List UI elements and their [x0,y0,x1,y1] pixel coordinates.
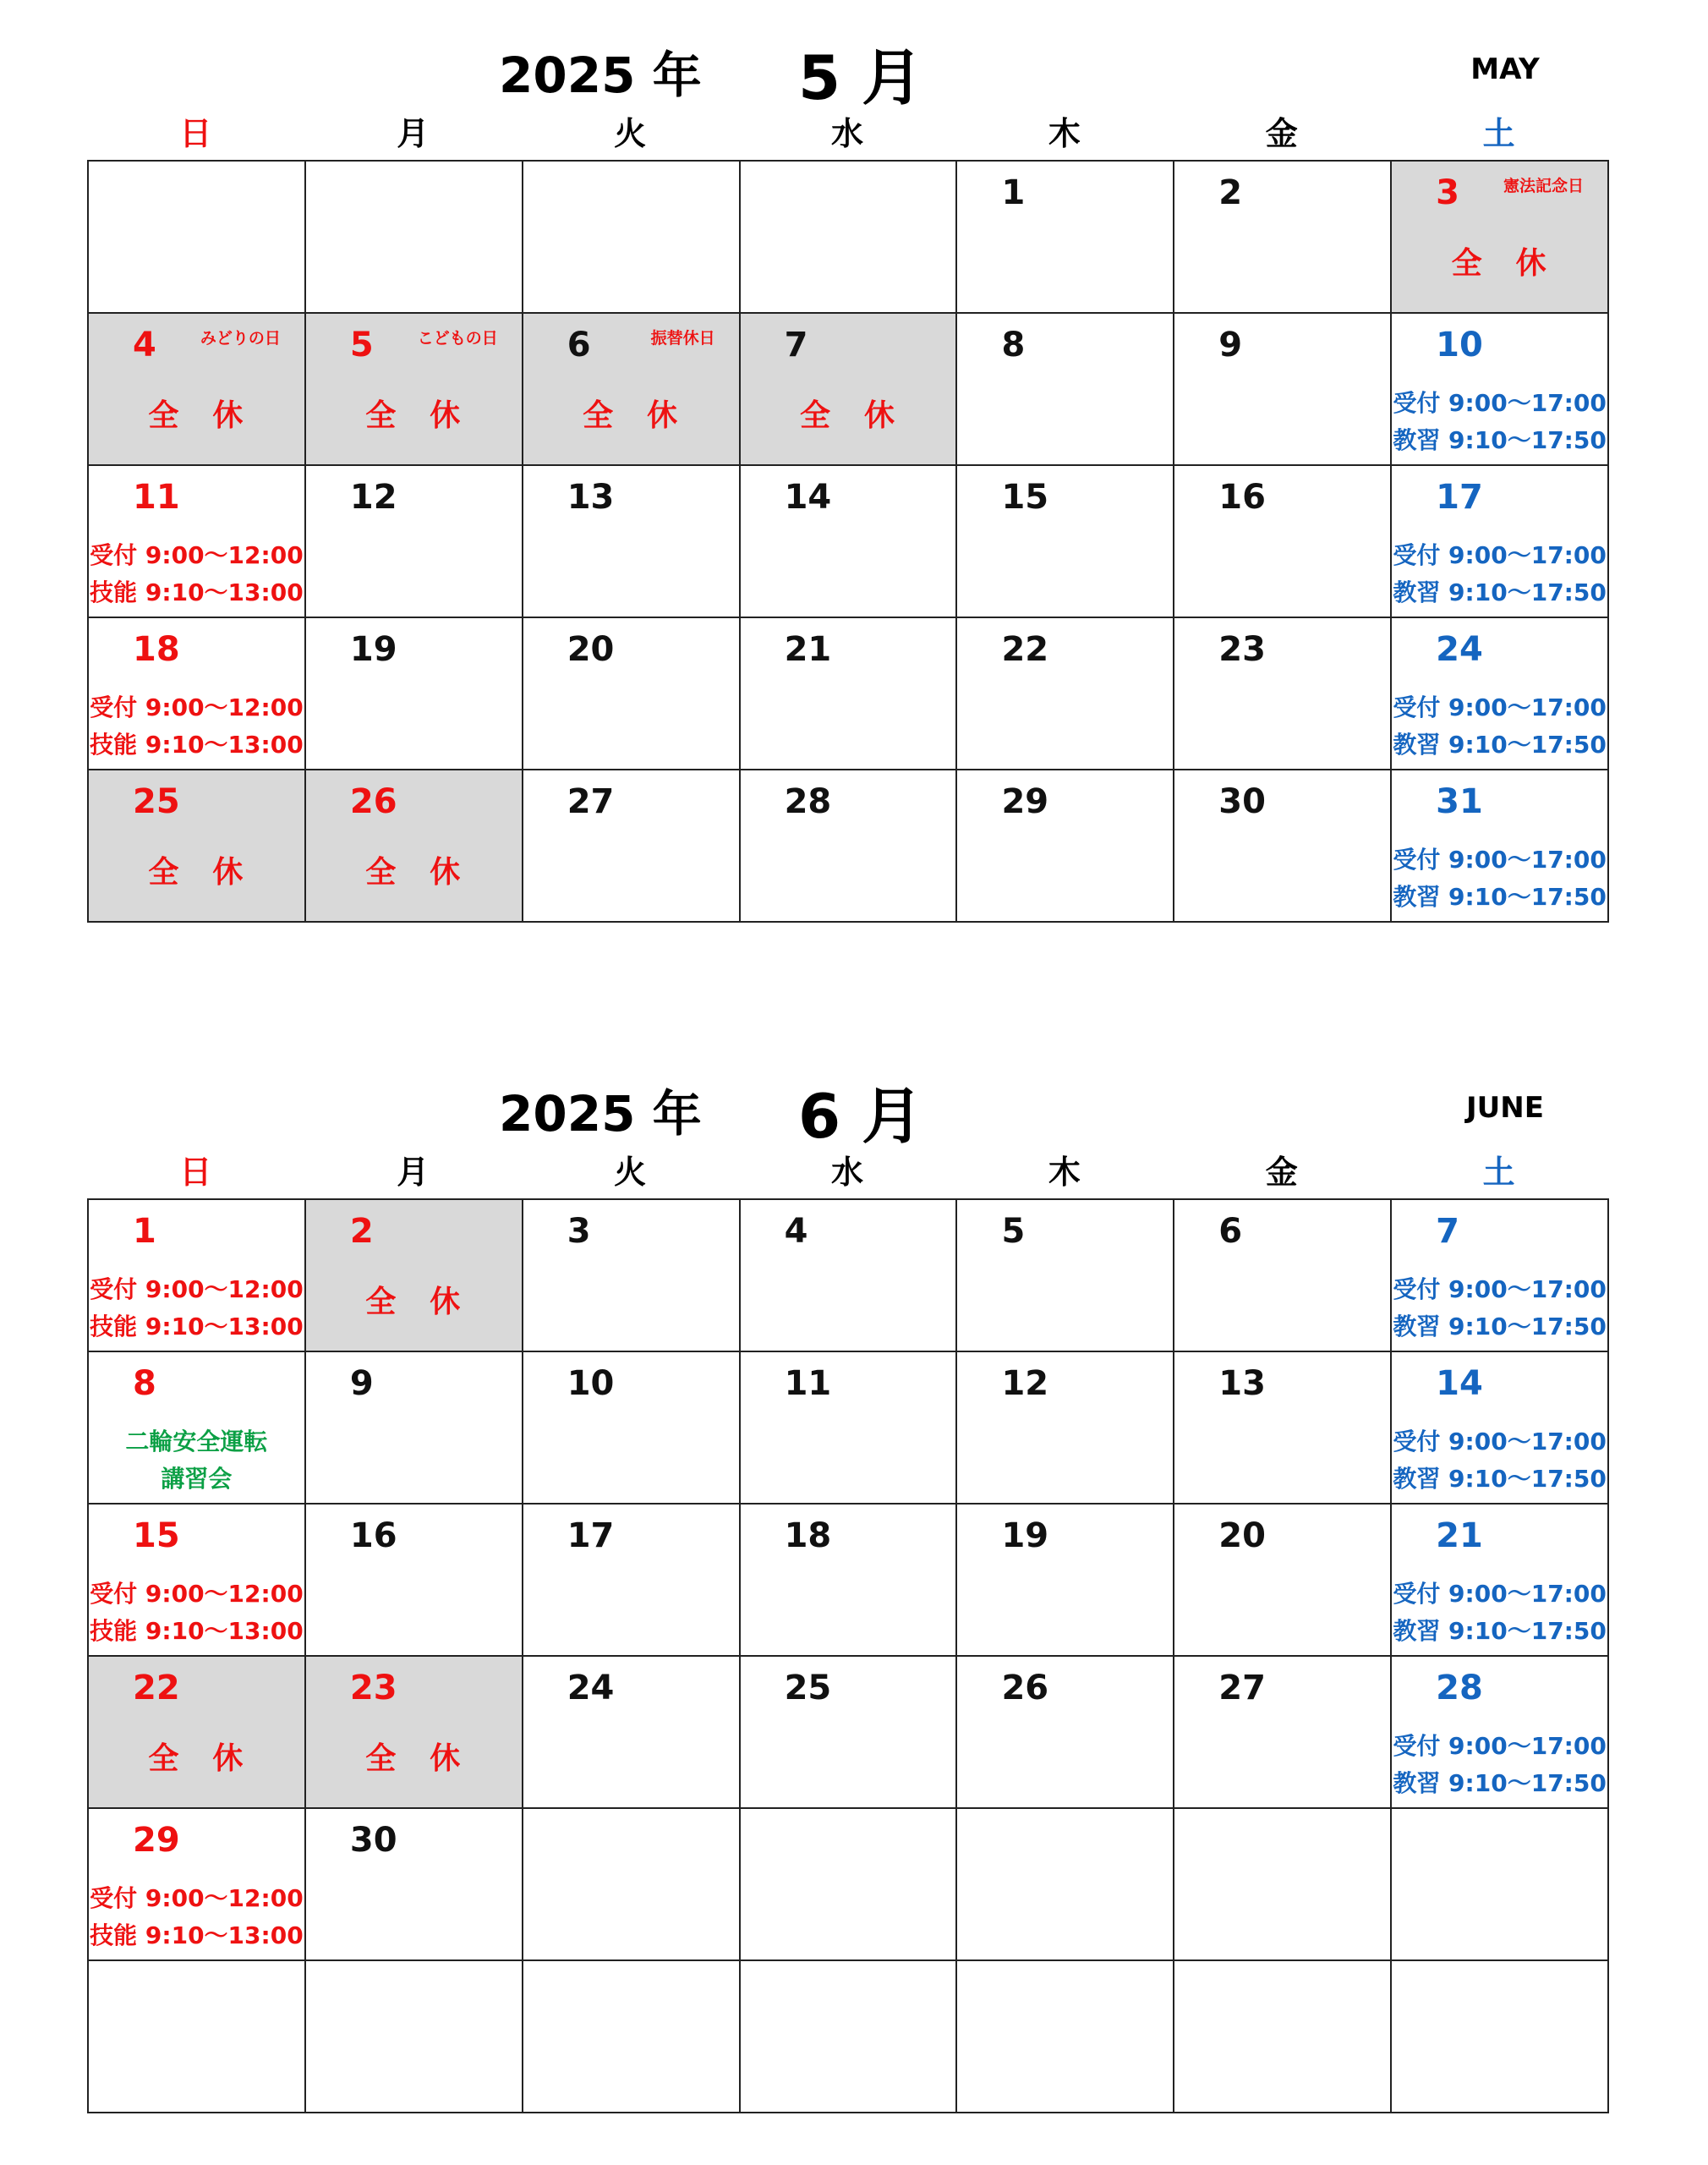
day-number: 24 [567,1669,615,1707]
week-row [89,162,1609,314]
day-number: 27 [1218,1669,1266,1707]
day-number: 16 [349,1516,397,1555]
day-cell [306,1657,523,1809]
empty-day-cell [523,1809,741,1961]
day-number: 10 [1436,326,1483,364]
hours-line: 受付 9:00～17:00 [1393,693,1607,721]
day-number: 3 [567,1212,591,1251]
day-number: 14 [1436,1364,1483,1403]
day-cell [957,770,1174,923]
day-number: 5 [1001,1212,1026,1251]
day-number: 10 [567,1364,615,1403]
day-number: 30 [349,1821,397,1860]
hours-line: 受付 9:00～12:00 [90,1580,304,1608]
day-cell [1392,466,1609,618]
day-number: 7 [784,326,808,364]
closed-label: 全 休 [365,1741,463,1776]
day-number: 3 [1436,173,1459,212]
day-number: 16 [1218,478,1266,517]
empty-day-cell [1392,1809,1609,1961]
day-cell [523,1505,741,1657]
day-number: 19 [1001,1516,1049,1555]
day-number: 23 [349,1669,397,1707]
weekday-header [87,108,1607,159]
week-row [89,1657,1609,1809]
day-cell [957,1657,1174,1809]
day-number: 28 [784,782,832,821]
empty-day-cell [306,1961,523,2113]
day-number: 17 [1436,478,1483,517]
hours-line: 受付 9:00～17:00 [1393,1732,1607,1760]
day-cell [1174,1657,1392,1809]
hours-line: 受付 9:00～17:00 [1393,1580,1607,1608]
year-label: 2025 年 [499,1085,702,1143]
day-cell [741,618,958,770]
hours-line: 教習 9:10～17:50 [1393,1465,1607,1493]
day-number: 18 [133,630,180,669]
empty-day-cell [741,162,958,314]
hours-line: 技能 9:10～13:00 [90,1921,304,1949]
day-number: 2 [349,1212,374,1251]
day-cell [89,1200,306,1352]
day-cell [523,1352,741,1505]
day-number: 1 [133,1212,156,1251]
day-number: 25 [133,782,180,821]
day-number: 12 [1001,1364,1049,1403]
day-cell [741,1505,958,1657]
empty-day-cell [89,162,306,314]
weekday-sunday: 日 [179,1154,212,1191]
day-cell [306,1352,523,1505]
hours-line: 教習 9:10～17:50 [1393,731,1607,759]
hours-line: 技能 9:10～13:00 [90,578,304,606]
day-cell [306,1200,523,1352]
day-cell [523,770,741,923]
week-row [89,314,1609,466]
day-cell [1174,1352,1392,1505]
closed-label: 全 休 [1451,246,1548,281]
hours-line: 受付 9:00～12:00 [90,693,304,721]
day-number: 19 [349,630,397,669]
weekday-header [87,1147,1607,1198]
day-number: 31 [1436,782,1483,821]
empty-day-cell [89,1961,306,2113]
day-cell [1174,618,1392,770]
day-cell [1392,770,1609,923]
day-number: 15 [133,1516,180,1555]
hours-line: 教習 9:10～17:50 [1393,578,1607,606]
week-row [89,1352,1609,1505]
day-number: 13 [1218,1364,1266,1403]
event-line: 二輪安全運転 [125,1428,268,1455]
closed-label: 全 休 [365,855,463,890]
day-cell [1392,1200,1609,1352]
empty-day-cell [741,1961,958,2113]
day-number: 1 [1001,173,1026,212]
month-label: 5 月 [798,42,923,113]
week-row [89,466,1609,618]
day-cell [523,618,741,770]
day-number: 4 [784,1212,808,1251]
hours-info [1392,385,1607,459]
day-cell [1174,1505,1392,1657]
day-cell [957,1505,1174,1657]
day-number: 20 [567,630,615,669]
calendar-grid [87,1198,1609,2113]
day-cell [741,1657,958,1809]
closed-label: 全 休 [365,398,463,433]
closed-label: 全 休 [365,1285,463,1319]
day-cell [306,618,523,770]
hours-info [89,1576,304,1650]
day-cell [1174,314,1392,466]
hours-info [1392,1728,1607,1802]
weekday-saturday: 土 [1482,1154,1515,1191]
hours-info [89,689,304,764]
day-cell [306,1809,523,1961]
day-number: 15 [1001,478,1049,517]
day-cell [306,770,523,923]
hours-line: 受付 9:00～12:00 [90,1275,304,1303]
empty-day-cell [1392,1961,1609,2113]
week-row [89,618,1609,770]
day-number: 30 [1218,782,1266,821]
day-number: 13 [567,478,615,517]
hours-line: 受付 9:00～17:00 [1393,1428,1607,1455]
week-row [89,1505,1609,1657]
day-number: 12 [349,478,397,517]
day-cell [741,1352,958,1505]
hours-line: 受付 9:00～12:00 [90,541,304,569]
empty-day-cell [1174,1809,1392,1961]
day-number: 22 [1001,630,1049,669]
day-cell [89,770,306,923]
day-number: 28 [1436,1669,1483,1707]
day-cell [89,1505,306,1657]
holiday-name: みどりの日 [200,329,281,348]
day-number: 21 [1436,1516,1483,1555]
day-number: 24 [1436,630,1483,669]
month-english-label: JUNE [1466,1091,1544,1125]
day-number: 21 [784,630,832,669]
weekday-wednesday: 水 [831,115,864,152]
day-number: 11 [784,1364,832,1403]
empty-day-cell [957,1809,1174,1961]
day-number: 8 [133,1364,156,1403]
weekday-wednesday: 水 [831,1154,864,1191]
day-number: 17 [567,1516,615,1555]
day-number: 22 [133,1669,180,1707]
day-cell [1392,1505,1609,1657]
day-number: 18 [784,1516,832,1555]
weekday-thursday: 木 [1048,1154,1081,1191]
day-cell [523,1657,741,1809]
day-cell [523,466,741,618]
day-cell [957,1200,1174,1352]
weekday-friday: 金 [1265,1154,1298,1191]
week-row [89,1961,1609,2113]
week-row [89,770,1609,923]
weekday-monday: 月 [397,1154,430,1191]
day-cell [1392,162,1609,314]
day-cell [957,314,1174,466]
closed-label: 全 休 [148,398,245,433]
closed-label: 全 休 [148,1741,245,1776]
day-number: 8 [1001,326,1026,364]
hours-info [1392,689,1607,764]
event-info [89,1423,304,1498]
day-number: 9 [349,1364,374,1403]
event-line: 講習会 [161,1465,233,1493]
day-cell [306,314,523,466]
day-cell [741,466,958,618]
hours-line: 教習 9:10～17:50 [1393,883,1607,911]
weekday-tuesday: 火 [614,115,647,152]
weekday-tuesday: 火 [614,1154,647,1191]
day-number: 23 [1218,630,1266,669]
day-number: 6 [1218,1212,1243,1251]
day-number: 5 [349,326,374,364]
weekday-friday: 金 [1265,115,1298,152]
hours-info [1392,1576,1607,1650]
day-cell [957,466,1174,618]
closed-label: 全 休 [800,398,897,433]
day-cell [1392,618,1609,770]
hours-info [89,1271,304,1346]
day-cell [741,1200,958,1352]
weekday-thursday: 木 [1048,115,1081,152]
empty-day-cell [957,1961,1174,2113]
hours-line: 技能 9:10～13:00 [90,1617,304,1645]
day-cell [89,1657,306,1809]
week-row [89,1809,1609,1961]
hours-line: 受付 9:00～12:00 [90,1884,304,1912]
hours-info [1392,1423,1607,1498]
day-cell [1174,162,1392,314]
calendar-grid [87,160,1609,923]
day-number: 4 [133,326,156,364]
day-number: 20 [1218,1516,1266,1555]
day-cell [1392,1657,1609,1809]
day-cell [523,314,741,466]
day-cell [523,1200,741,1352]
day-number: 2 [1218,173,1243,212]
closed-label: 全 休 [148,855,245,890]
hours-line: 教習 9:10～17:50 [1393,426,1607,454]
hours-line: 技能 9:10～13:00 [90,731,304,759]
day-cell [741,770,958,923]
day-cell [957,162,1174,314]
empty-day-cell [523,162,741,314]
hours-line: 受付 9:00～17:00 [1393,1275,1607,1303]
day-number: 29 [133,1821,180,1860]
day-cell [89,1809,306,1961]
hours-line: 受付 9:00～17:00 [1393,389,1607,417]
day-number: 6 [567,326,591,364]
hours-info [1392,537,1607,611]
day-cell [306,1505,523,1657]
day-number: 14 [784,478,832,517]
day-cell [1174,770,1392,923]
weekday-monday: 月 [397,115,430,152]
empty-day-cell [741,1809,958,1961]
day-number: 26 [349,782,397,821]
day-cell [1392,1352,1609,1505]
hours-line: 受付 9:00～17:00 [1393,541,1607,569]
day-number: 25 [784,1669,832,1707]
day-number: 26 [1001,1669,1049,1707]
month-english-label: MAY [1470,52,1540,86]
hours-info [89,1880,304,1954]
day-number: 27 [567,782,615,821]
day-cell [1174,466,1392,618]
hours-line: 技能 9:10～13:00 [90,1313,304,1340]
holiday-name: 振替休日 [650,329,715,348]
day-cell [741,314,958,466]
weekday-saturday: 土 [1482,115,1515,152]
day-cell [1174,1200,1392,1352]
year-label: 2025 年 [499,47,702,104]
hours-line: 教習 9:10～17:50 [1393,1769,1607,1797]
day-cell [89,618,306,770]
day-number: 29 [1001,782,1049,821]
day-number: 9 [1218,326,1243,364]
day-cell [957,618,1174,770]
hours-info [1392,841,1607,916]
week-row [89,1200,1609,1352]
hours-line: 教習 9:10～17:50 [1393,1313,1607,1340]
hours-line: 教習 9:10～17:50 [1393,1617,1607,1645]
holiday-name: こどもの日 [417,329,498,348]
day-cell [89,1352,306,1505]
holiday-name: 憲法記念日 [1503,177,1585,195]
hours-info [1392,1271,1607,1346]
hours-info [89,537,304,611]
empty-day-cell [1174,1961,1392,2113]
weekday-sunday: 日 [179,115,212,152]
day-cell [89,314,306,466]
empty-day-cell [306,162,523,314]
day-cell [306,466,523,618]
day-number: 11 [133,478,180,517]
hours-line: 受付 9:00～17:00 [1393,846,1607,874]
empty-day-cell [523,1961,741,2113]
closed-label: 全 休 [583,398,680,433]
day-number: 7 [1436,1212,1459,1251]
month-label: 6 月 [798,1081,923,1152]
day-cell [1392,314,1609,466]
day-cell [957,1352,1174,1505]
day-cell [89,466,306,618]
